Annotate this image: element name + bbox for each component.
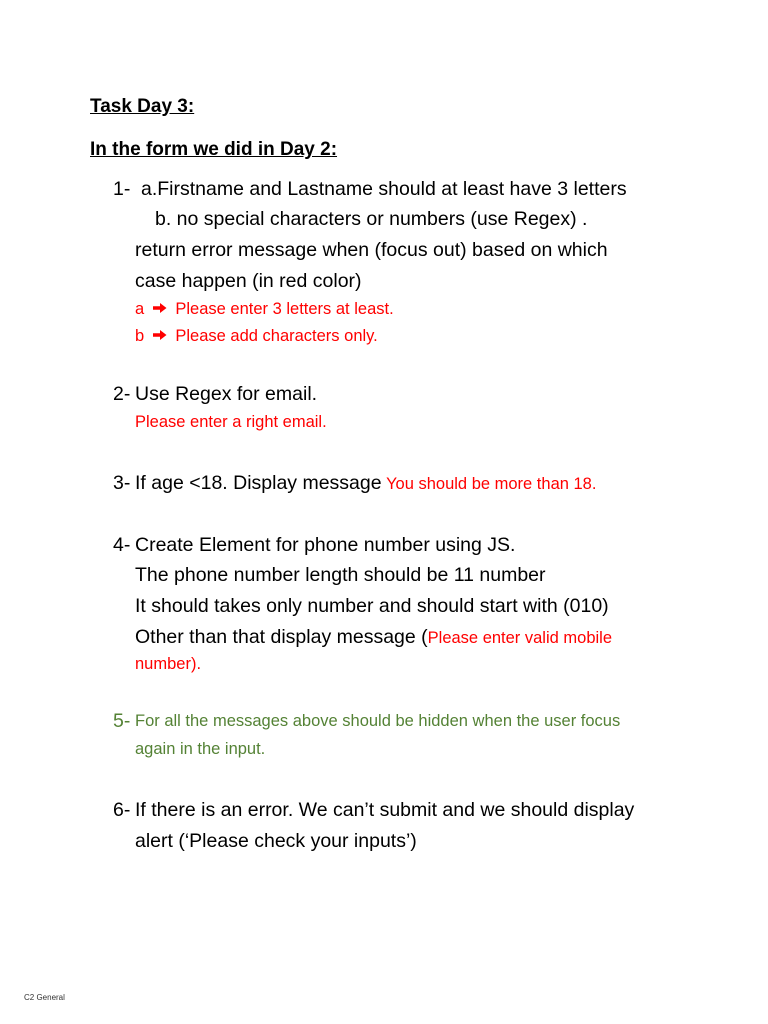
item-number: 6- [113, 799, 131, 821]
item-line: b. no special characters or numbers (use Regex) . [155, 208, 588, 230]
message-text: Please add characters only. [175, 327, 378, 345]
item-line [135, 626, 612, 649]
document-title: Task Day 3: [90, 96, 195, 117]
error-message-b [135, 327, 378, 346]
document-subtitle: In the form we did in Day 2: [90, 139, 338, 160]
item-text: If age <18. Display message [135, 472, 382, 494]
error-message-email: Please enter a right email. [135, 413, 327, 431]
item-line [135, 472, 596, 495]
item-number: 1- [113, 178, 131, 200]
item-line: If there is an error. We can’t submit and we should display [135, 799, 635, 821]
right-arrow-icon [153, 327, 167, 346]
right-arrow-icon [153, 300, 167, 319]
message-text: Please enter 3 letters at least. [175, 300, 394, 318]
error-message-a [135, 300, 394, 319]
message-key: a [135, 300, 145, 318]
message-key: b [135, 327, 145, 345]
item-number: 5- [113, 710, 131, 732]
item-line: Create Element for phone number using JS. [135, 534, 516, 556]
classification-label: C2 General [24, 993, 65, 1002]
error-message-phone-cont: number). [135, 655, 202, 673]
item-line: The phone number length should be 11 number [135, 564, 546, 586]
error-message-phone: Please enter valid mobile [427, 629, 613, 647]
item-number: 2- [113, 383, 131, 405]
note-line: again in the input. [135, 740, 266, 758]
item-line: a.Firstname and Lastname should at least have 3 letters [141, 178, 627, 200]
error-message-age: You should be more than 18. [386, 475, 597, 493]
item-number: 4- [113, 534, 131, 556]
item-line: Use Regex for email. [135, 383, 318, 405]
item-text: Other than that display message ( [135, 626, 428, 648]
item-line: alert (‘Please check your inputs’) [135, 830, 417, 852]
item-line: It should takes only number and should start with (010) [135, 595, 609, 617]
item-number: 3- [113, 472, 131, 494]
note-line: For all the messages above should be hidden when the user focus [135, 712, 621, 730]
item-line: return error message when (focus out) based on which [135, 239, 608, 261]
item-line: case happen (in red color) [135, 270, 362, 292]
